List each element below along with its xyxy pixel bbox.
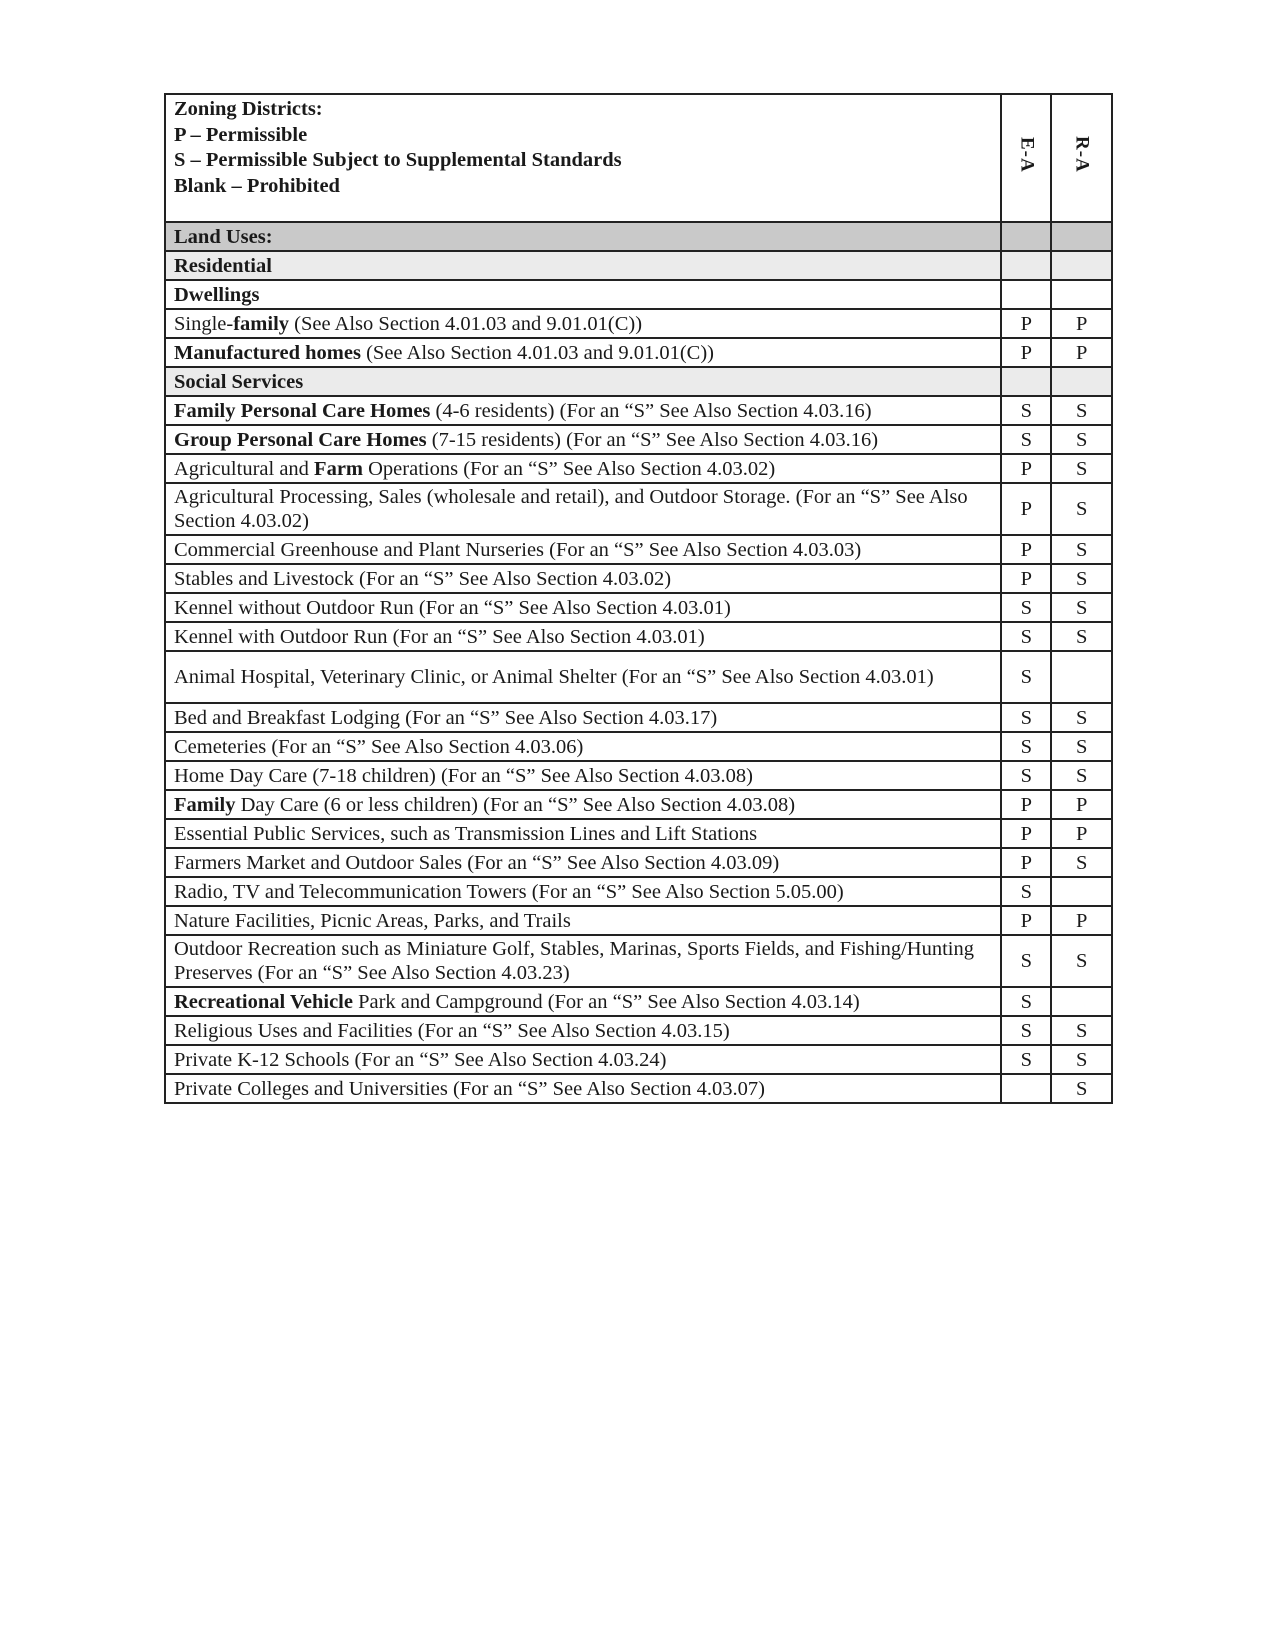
land-use-label bbox=[165, 651, 1001, 703]
land-use-label bbox=[165, 761, 1001, 790]
district-header-ra bbox=[1051, 94, 1112, 222]
land-use-label bbox=[165, 935, 1001, 987]
land-use-text: Radio, TV and Telecommunication Towers (For an “S” See Also Section 5.05.00) bbox=[174, 880, 844, 903]
district-code-ea: S bbox=[1001, 425, 1051, 454]
district-code-ra: S bbox=[1051, 622, 1112, 651]
district-code-ea: S bbox=[1001, 396, 1051, 425]
district-code-ea: P bbox=[1001, 819, 1051, 848]
district-code-ea: S bbox=[1001, 593, 1051, 622]
land-use-text: Bed and Breakfast Lodging (For an “S” See Also Section 4.03.17) bbox=[174, 706, 718, 729]
district-code-ea: S bbox=[1001, 651, 1051, 703]
legend-permissible: P – Permissible bbox=[174, 123, 308, 146]
land-use-emphasis: Farm bbox=[314, 457, 363, 480]
district-code-ra: S bbox=[1051, 483, 1112, 535]
land-use-text: Home Day Care (7-18 children) (For an “S” See Also Section 4.03.08) bbox=[174, 764, 753, 787]
land-use-prefix: Single- bbox=[174, 312, 234, 335]
legend-cell bbox=[165, 94, 1001, 222]
legend-supplemental: S – Permissible Subject to Supplemental Standards bbox=[174, 149, 622, 171]
land-use-row bbox=[165, 848, 1112, 877]
land-use-emphasis: family bbox=[233, 312, 290, 335]
land-use-label bbox=[165, 622, 1001, 651]
district-code-ea: S bbox=[1001, 987, 1051, 1016]
land-use-text: Commercial Greenhouse and Plant Nurseries (For an “S” See Also Section 4.03.03) bbox=[174, 538, 862, 561]
land-use-row bbox=[165, 425, 1112, 454]
land-use-label bbox=[165, 1074, 1001, 1103]
land-use-text: Park and Campground (For an “S” See Also Section 4.03.14) bbox=[352, 990, 860, 1013]
land-use-label bbox=[165, 703, 1001, 732]
district-code-ra: S bbox=[1051, 593, 1112, 622]
section-social-services bbox=[165, 367, 1112, 396]
section-dwellings bbox=[165, 280, 1112, 309]
land-use-text: (4-6 residents) (For an “S” See Also Section 4.03.16) bbox=[430, 399, 872, 422]
land-use-text: Religious Uses and Facilities (For an “S” See Also Section 4.03.15) bbox=[174, 1019, 730, 1042]
district-code-ra: P bbox=[1051, 338, 1112, 367]
district-code-ra: P bbox=[1051, 790, 1112, 819]
land-use-label bbox=[165, 1045, 1001, 1074]
land-use-label bbox=[165, 338, 1001, 367]
land-use-row bbox=[165, 1045, 1112, 1074]
district-header-ea bbox=[1001, 94, 1051, 222]
legend-row bbox=[165, 94, 1112, 222]
land-use-text: Kennel without Outdoor Run (For an “S” See Also Section 4.03.01) bbox=[174, 596, 731, 619]
empty-cell bbox=[1001, 251, 1051, 280]
legend-prohibited: Blank – Prohibited bbox=[174, 174, 340, 197]
district-code-ea: P bbox=[1001, 906, 1051, 935]
land-use-row bbox=[165, 732, 1112, 761]
land-use-name: Family bbox=[174, 793, 236, 816]
land-use-row bbox=[165, 790, 1112, 819]
land-use-text: Day Care (6 or less children) (For an “S” See Also Section 4.03.08) bbox=[235, 793, 796, 816]
district-code-ea: P bbox=[1001, 848, 1051, 877]
land-use-row bbox=[165, 622, 1112, 651]
land-use-text: Animal Hospital, Veterinary Clinic, or Animal Shelter (For an “S” See Also Section 4.03.01) bbox=[174, 666, 934, 688]
land-use-text: Private K-12 Schools (For an “S” See Also Section 4.03.24) bbox=[174, 1048, 667, 1071]
empty-cell bbox=[1051, 251, 1112, 280]
district-code-ea: P bbox=[1001, 483, 1051, 535]
land-use-label bbox=[165, 906, 1001, 935]
land-use-text: (7-15 residents) (For an “S” See Also Section 4.03.16) bbox=[426, 428, 879, 451]
land-use-text: Operations (For an “S” See Also Section 4.03.02) bbox=[363, 457, 776, 480]
district-code-ea: S bbox=[1001, 1045, 1051, 1074]
district-code-ea: P bbox=[1001, 338, 1051, 367]
land-use-label bbox=[165, 790, 1001, 819]
empty-cell bbox=[1001, 222, 1051, 251]
district-code-ra bbox=[1051, 987, 1112, 1016]
district-code-ra: S bbox=[1051, 1045, 1112, 1074]
district-label-ea: E-A bbox=[1016, 136, 1038, 173]
section-label: Residential bbox=[165, 251, 1001, 280]
land-use-label bbox=[165, 848, 1001, 877]
district-code-ra: S bbox=[1051, 535, 1112, 564]
land-use-text: Kennel with Outdoor Run (For an “S” See Also Section 4.03.01) bbox=[174, 625, 705, 648]
land-use-text: (See Also Section 4.01.03 and 9.01.01(C)) bbox=[360, 341, 714, 364]
district-code-ea bbox=[1001, 1074, 1051, 1103]
land-use-name: Group Personal Care Homes bbox=[174, 428, 427, 451]
section-label: Land Uses: bbox=[165, 222, 1001, 251]
land-use-label bbox=[165, 987, 1001, 1016]
empty-cell bbox=[1051, 367, 1112, 396]
district-code-ra: S bbox=[1051, 454, 1112, 483]
empty-cell bbox=[1051, 280, 1112, 309]
land-use-text: Stables and Livestock (For an “S” See Also Section 4.03.02) bbox=[174, 567, 672, 590]
land-use-label bbox=[165, 732, 1001, 761]
district-code-ra: S bbox=[1051, 761, 1112, 790]
legend-title: Zoning Districts: bbox=[174, 98, 323, 120]
district-code-ra: S bbox=[1051, 848, 1112, 877]
land-use-text: Farmers Market and Outdoor Sales (For an “S” See Also Section 4.03.09) bbox=[174, 851, 780, 874]
land-use-row bbox=[165, 703, 1112, 732]
district-code-ra: S bbox=[1051, 425, 1112, 454]
land-use-row bbox=[165, 593, 1112, 622]
land-use-text: (See Also Section 4.01.03 and 9.01.01(C)) bbox=[289, 312, 643, 335]
land-use-name: Family Personal Care Homes bbox=[174, 399, 431, 422]
section-land-uses bbox=[165, 222, 1112, 251]
section-label: Dwellings bbox=[165, 280, 1001, 309]
land-use-row bbox=[165, 651, 1112, 703]
empty-cell bbox=[1051, 222, 1112, 251]
empty-cell bbox=[1001, 367, 1051, 396]
district-code-ea: P bbox=[1001, 454, 1051, 483]
section-label: Social Services bbox=[165, 367, 1001, 396]
land-use-name: Manufactured homes bbox=[174, 341, 361, 364]
district-code-ea: S bbox=[1001, 732, 1051, 761]
land-use-label bbox=[165, 535, 1001, 564]
district-code-ra: P bbox=[1051, 906, 1112, 935]
land-use-label bbox=[165, 593, 1001, 622]
district-code-ra: S bbox=[1051, 935, 1112, 987]
land-use-text: Agricultural Processing, Sales (wholesale and retail), and Outdoor Storage. (For an “S” See Also Section 4.03.02) bbox=[174, 486, 968, 532]
district-code-ea: S bbox=[1001, 935, 1051, 987]
land-use-label bbox=[165, 564, 1001, 593]
district-code-ra: P bbox=[1051, 819, 1112, 848]
land-use-text: Essential Public Services, such as Transmission Lines and Lift Stations bbox=[174, 822, 758, 845]
land-use-label bbox=[165, 425, 1001, 454]
district-code-ra: S bbox=[1051, 1074, 1112, 1103]
district-code-ra: S bbox=[1051, 1016, 1112, 1045]
land-use-row bbox=[165, 906, 1112, 935]
land-use-row bbox=[165, 987, 1112, 1016]
district-code-ea: S bbox=[1001, 703, 1051, 732]
district-code-ra: S bbox=[1051, 732, 1112, 761]
district-code-ra: S bbox=[1051, 396, 1112, 425]
land-use-text: Nature Facilities, Picnic Areas, Parks, and Trails bbox=[174, 909, 571, 932]
district-code-ea: P bbox=[1001, 564, 1051, 593]
district-code-ea: S bbox=[1001, 877, 1051, 906]
district-code-ea: P bbox=[1001, 790, 1051, 819]
district-code-ra: S bbox=[1051, 703, 1112, 732]
land-use-label bbox=[165, 309, 1001, 338]
district-code-ea: S bbox=[1001, 1016, 1051, 1045]
empty-cell bbox=[1001, 280, 1051, 309]
land-use-text: Private Colleges and Universities (For an “S” See Also Section 4.03.07) bbox=[174, 1077, 765, 1100]
land-use-table bbox=[164, 93, 1113, 1104]
land-use-label bbox=[165, 877, 1001, 906]
land-use-text: Outdoor Recreation such as Miniature Golf, Stables, Marinas, Sports Fields, and Fishing/Hunting Preserves (For an “S” See Also Section 4.03.23) bbox=[174, 938, 974, 984]
land-use-label bbox=[165, 819, 1001, 848]
land-use-row bbox=[165, 761, 1112, 790]
land-use-row bbox=[165, 396, 1112, 425]
land-use-row bbox=[165, 1016, 1112, 1045]
land-use-row bbox=[165, 535, 1112, 564]
district-code-ra: S bbox=[1051, 564, 1112, 593]
land-use-label bbox=[165, 483, 1001, 535]
district-code-ea: P bbox=[1001, 309, 1051, 338]
land-use-row bbox=[165, 564, 1112, 593]
land-use-label bbox=[165, 1016, 1001, 1045]
land-use-row bbox=[165, 1074, 1112, 1103]
district-code-ra bbox=[1051, 651, 1112, 703]
land-use-row bbox=[165, 935, 1112, 987]
land-use-row bbox=[165, 877, 1112, 906]
district-code-ea: S bbox=[1001, 761, 1051, 790]
land-use-label bbox=[165, 396, 1001, 425]
land-use-row bbox=[165, 338, 1112, 367]
district-code-ea: P bbox=[1001, 535, 1051, 564]
land-use-row bbox=[165, 309, 1112, 338]
land-use-text: Cemeteries (For an “S” See Also Section 4.03.06) bbox=[174, 735, 584, 758]
land-use-prefix: Agricultural and bbox=[174, 457, 315, 480]
land-use-row bbox=[165, 454, 1112, 483]
section-residential bbox=[165, 251, 1112, 280]
land-use-name: Recreational Vehicle bbox=[174, 990, 353, 1013]
district-code-ra bbox=[1051, 877, 1112, 906]
land-use-row bbox=[165, 819, 1112, 848]
land-use-row bbox=[165, 483, 1112, 535]
district-label-ra: R-A bbox=[1071, 136, 1093, 173]
land-use-label bbox=[165, 454, 1001, 483]
district-code-ra: P bbox=[1051, 309, 1112, 338]
district-code-ea: S bbox=[1001, 622, 1051, 651]
